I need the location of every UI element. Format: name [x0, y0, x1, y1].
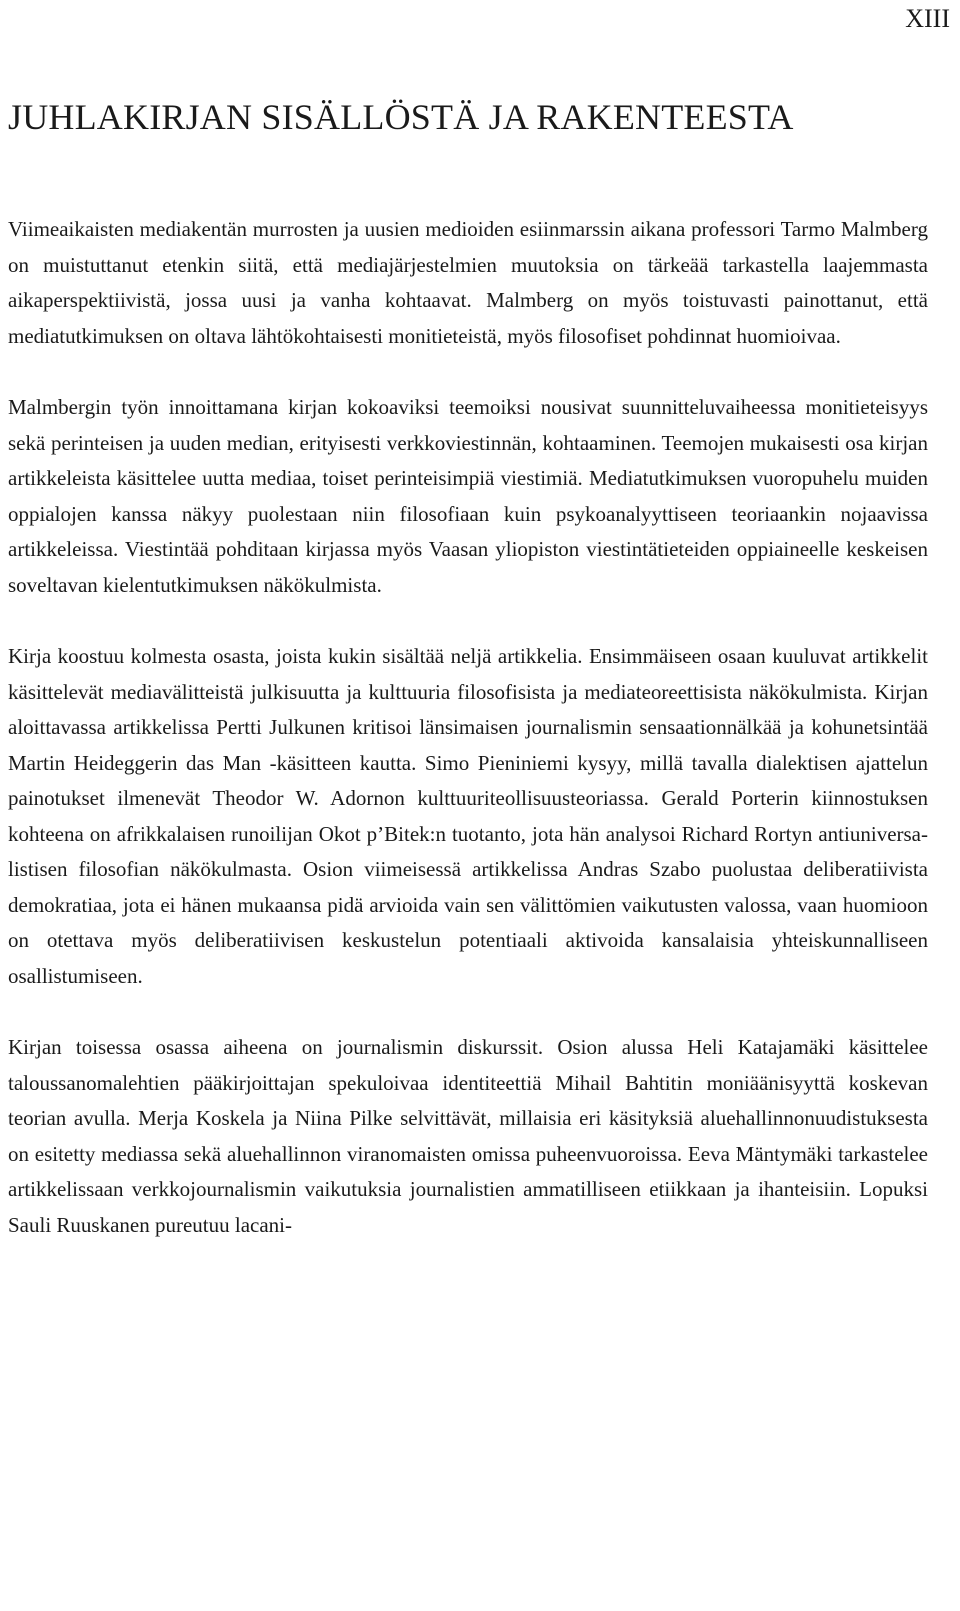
paragraph-part-two: Kirjan toisessa osassa aiheena on journalismin diskurssit. Osion alussa Heli Katajamäki käsittelee taloussanomalehtien pääkirjoittajan spekuloivaa identiteettiä Mihail Bahtitin moniäänisyyttä koskevan teorian avulla. Merja Koskela ja Niina Pilke selvittävät, millaisia eri käsityksiä aluehallinnonuudistuksesta on esitetty mediassa sekä aluehallinnon viranomaisten omissa puheenvuoroissa. Eeva Mäntymäki tarkastelee artikkelissaan verkkojournalismin vaikutuksia journalistien ammatilliseen etiikkaan ja ihanteisiin. Lopuksi Sauli Ruuskanen pureutuu lacani-	[8, 1035, 928, 1237]
paragraph-part-one: Kirja koostuu kolmesta osasta, joista kukin sisältää neljä artikkelia. Ensimmäiseen osaan kuuluvat artikkelit käsittelevät mediavälitteistä julkisuutta ja kulttuuria filosofisista ja mediateoreettisista näkökulmista. Kirjan aloittavassa artikkelissa Pertti Julkunen kritisoi länsimaisen journalismin sensaationnälkää ja kohunetsintää Martin Heideggerin das Man -käsitteen kautta. Simo Pieniniemi kysyy, millä tavalla dialektisen ajattelun painotukset ilmenevät Theodor W. Adornon kulttuuriteollisuusteoriassa. Gerald Porterin kiinnostuksen kohteena on afrikkalaisen runoilijan Okot p’Bitek:n tuotanto, jota hän analysoi Richard Rortyn antiuniversalistisen filosofian näkökulmasta. Osion viimeisessä artikkelissa Andras Szabo puolustaa deliberatiivista demokratiaa, jota ei hänen mukaansa pidä arvioida vain sen välittömien vaikutusten valossa, vaan huomioon on otettava myös deliberatiivisen keskustelun potentiaali aktivoida kansalaisia yhteiskunnalliseen osallistumiseen.	[8, 644, 928, 988]
paragraph-intro: Viimeaikaisten mediakentän murrosten ja uusien medioiden esiinmarssin aikana professori Tarmo Malmberg on muistuttanut etenkin siitä, että mediajärjestelmien muutoksia on tärkeää tarkastella laajemmasta aikaperspektiivistä, jossa uusi ja vanha kohtaavat. Malmberg on myös toistuvasti painottanut, että mediatutkimuksen on oltava lähtökohtaisesti monitieteistä, myös filosofiset pohdinnat huomioivaa.	[8, 217, 928, 348]
page-number: XIII	[905, 4, 950, 33]
paragraph-themes: Malmbergin työn innoittamana kirjan kokoaviksi teemoiksi nousivat suunnitteluvaiheessa monitieteisyys sekä perinteisen ja uuden median, erityisesti verkkoviestinnän, kohtaaminen. Teemojen mukaisesti osa kirjan artikkeleista käsittelee uutta mediaa, toiset perinteisimpiä viestimiä. Mediatutkimuksen vuoropuhelu muiden oppialojen kanssa näkyy puolestaan niin filosofiaan kuin psykoanalyyttiseen teoriaankin nojaavissa artikkeleissa. Viestintää pohditaan kirjassa myös Vaasan yliopiston viestintätieteiden oppiaineelle keskeisen soveltavan kielentutkimuksen näkökulmista.	[8, 395, 928, 597]
chapter-title: JUHLAKIRJAN SISÄLLÖSTÄ JA RAKENTEESTA	[8, 97, 794, 137]
body-text	[8, 212, 928, 1279]
